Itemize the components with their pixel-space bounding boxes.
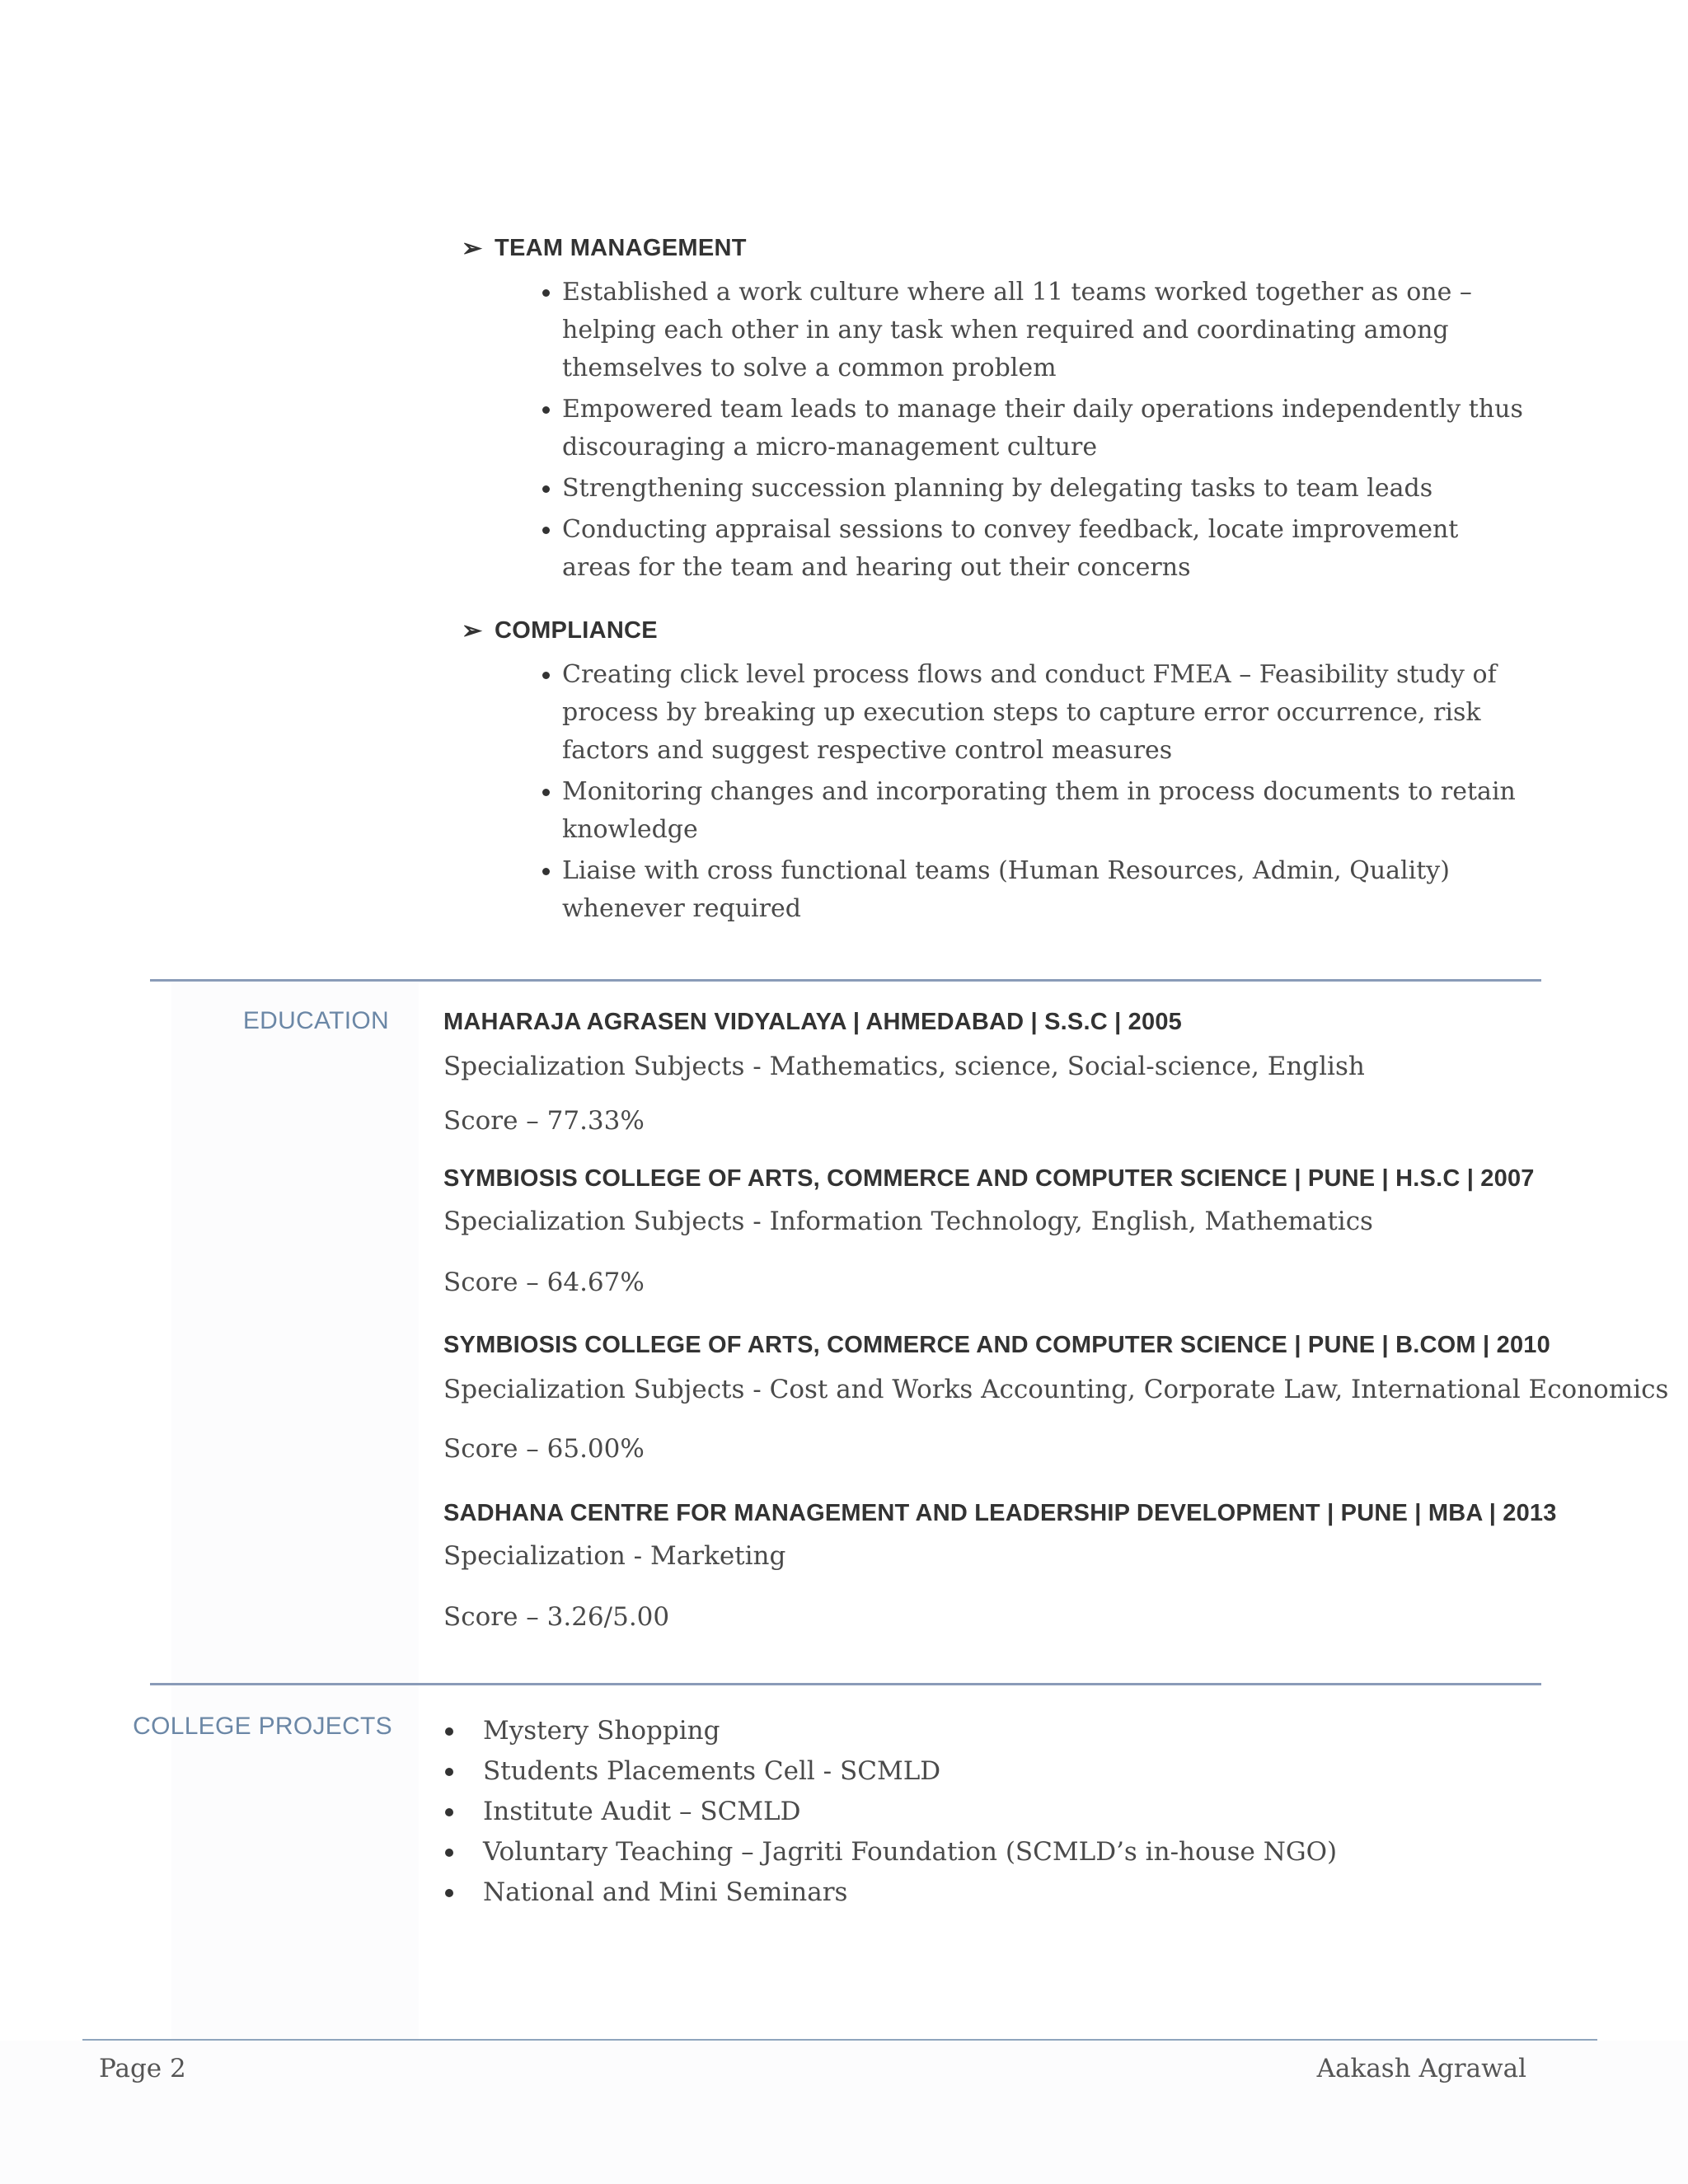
- list-item: National and Mini Seminars: [443, 1872, 1337, 1913]
- compliance-heading-text: COMPLIANCE: [495, 617, 658, 644]
- list-item: Voluntary Teaching – Jagriti Foundation (SCMLD’s in-house NGO): [443, 1832, 1337, 1872]
- bullet-icon: [445, 1768, 453, 1776]
- compliance-heading: [462, 616, 658, 645]
- list-item: Strengthening succession planning by delegating tasks to team leads: [536, 470, 1533, 508]
- bullet-icon: [542, 485, 550, 493]
- education-score: Score – 3.26/5.00: [443, 1602, 670, 1632]
- list-item: Institute Audit – SCMLD: [443, 1792, 1337, 1832]
- education-specialization: Specialization Subjects - Mathematics, science, Social-science, English: [443, 1052, 1365, 1081]
- bullet-icon: [445, 1808, 453, 1816]
- bullet-icon: [542, 672, 550, 679]
- bullet-icon: [542, 289, 550, 297]
- section-divider: [150, 1683, 1541, 1685]
- list-item: Established a work culture where all 11 teams worked together as one – helping each other in any task when required and coordinating among themselves to solve a common problem: [536, 274, 1533, 387]
- arrow-bullet-icon: ➢: [462, 235, 483, 262]
- education-title: SADHANA CENTRE FOR MANAGEMENT AND LEADERSHIP DEVELOPMENT | PUNE | MBA | 2013: [443, 1500, 1557, 1526]
- education-score: Score – 65.00%: [443, 1434, 645, 1464]
- education-title: MAHARAJA AGRASEN VIDYALAYA | AHMEDABAD | S.S.C | 2005: [443, 1009, 1182, 1035]
- education-specialization: Specialization Subjects - Information Technology, English, Mathematics: [443, 1207, 1373, 1236]
- list-item: Students Placements Cell - SCMLD: [443, 1751, 1337, 1792]
- list-item: Liaise with cross functional teams (Human Resources, Admin, Quality) whenever required: [536, 852, 1533, 928]
- team-management-heading: [462, 234, 747, 263]
- education-specialization: Specialization Subjects - Cost and Works Accounting, Corporate Law, International Economics: [443, 1375, 1669, 1404]
- compliance-list: [536, 656, 1533, 931]
- list-item: Empowered team leads to manage their daily operations independently thus discouraging a micro-management culture: [536, 391, 1533, 466]
- college-projects-list: [443, 1711, 1337, 1913]
- education-title: SYMBIOSIS COLLEGE OF ARTS, COMMERCE AND COMPUTER SCIENCE | PUNE | B.COM | 2010: [443, 1332, 1550, 1358]
- left-column-shade: [171, 982, 419, 2039]
- section-divider: [150, 979, 1541, 982]
- education-score: Score – 77.33%: [443, 1106, 645, 1136]
- page-number: Page 2: [99, 2054, 186, 2083]
- bullet-icon: [445, 1727, 453, 1736]
- bullet-icon: [542, 789, 550, 796]
- list-item: Conducting appraisal sessions to convey feedback, locate improvement areas for the team and hearing out their concerns: [536, 511, 1533, 587]
- education-title: SYMBIOSIS COLLEGE OF ARTS, COMMERCE AND COMPUTER SCIENCE | PUNE | H.S.C | 2007: [443, 1165, 1535, 1192]
- team-management-list: [536, 274, 1533, 590]
- college-projects-label: COLLEGE PROJECTS: [133, 1713, 392, 1740]
- list-item: Mystery Shopping: [443, 1711, 1337, 1751]
- bullet-icon: [542, 406, 550, 414]
- team-management-heading-text: TEAM MANAGEMENT: [495, 235, 747, 261]
- bullet-icon: [542, 527, 550, 534]
- author-name: Aakash Agrawal: [1316, 2054, 1526, 2083]
- arrow-bullet-icon: ➢: [462, 617, 483, 644]
- list-item: Monitoring changes and incorporating them in process documents to retain knowledge: [536, 773, 1533, 849]
- bullet-icon: [445, 1849, 453, 1857]
- education-score: Score – 64.67%: [443, 1268, 645, 1297]
- bullet-icon: [445, 1889, 453, 1897]
- education-specialization: Specialization - Marketing: [443, 1541, 786, 1571]
- list-item: Creating click level process flows and conduct FMEA – Feasibility study of process by breaking up execution steps to capture error occurrence, risk factors and suggest respective control measures: [536, 656, 1533, 770]
- education-label: EDUCATION: [242, 1007, 389, 1034]
- bullet-icon: [542, 868, 550, 875]
- footer-divider: [82, 2039, 1597, 2041]
